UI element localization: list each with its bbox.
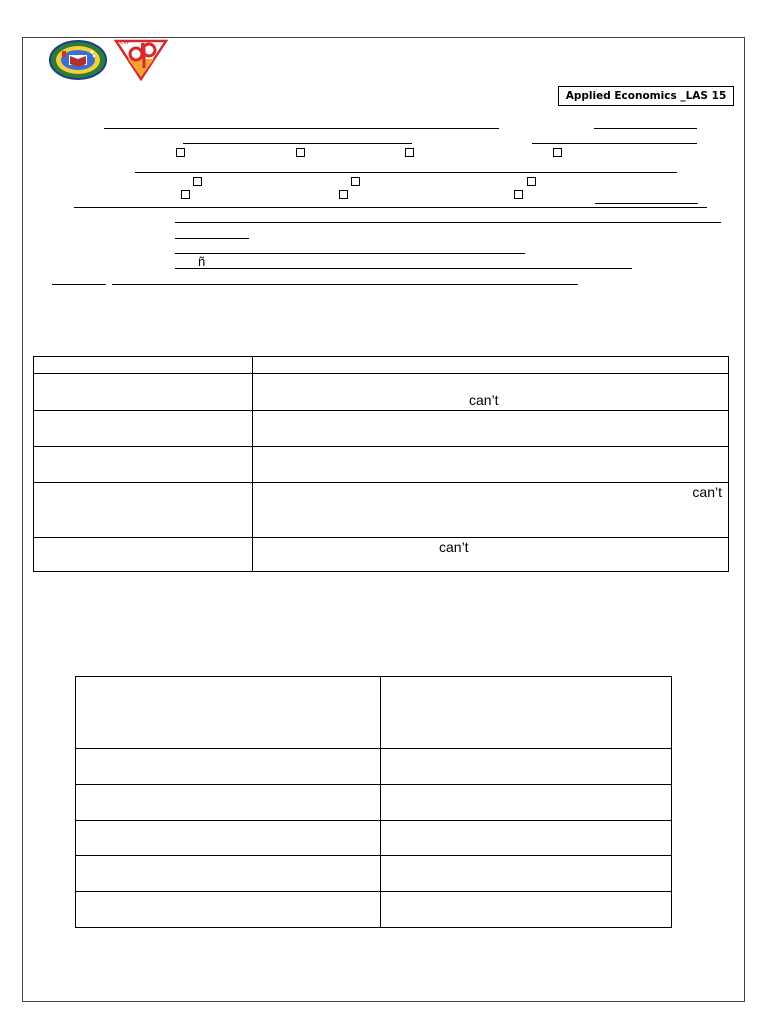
table-cell [34,357,253,374]
form-line[interactable] [74,207,707,208]
form-line[interactable] [135,172,677,173]
table-row [76,749,672,785]
table-cell [34,411,253,447]
checkbox[interactable] [553,148,562,157]
table-row [76,856,672,892]
table-row [76,821,672,856]
table-cell [76,785,381,821]
table-row [76,892,672,928]
table-cell [34,483,253,538]
form-line[interactable] [104,128,499,129]
form-line[interactable] [175,253,525,254]
table-row [34,483,729,538]
checkbox[interactable] [527,177,536,186]
table-cell [253,411,729,447]
checkbox[interactable] [351,177,360,186]
table-cell [253,357,729,374]
form-line[interactable] [183,143,412,144]
form-line[interactable] [52,284,106,285]
table-cell [34,447,253,483]
table-cell [76,856,381,892]
table-cell [76,749,381,785]
document-title: Applied Economics _LAS 15 [558,86,734,106]
table-row [34,411,729,447]
table-cell [34,374,253,411]
form-line[interactable] [532,143,697,144]
table-cell [253,447,729,483]
school-seal-logo [48,40,108,80]
table-cell [34,538,253,572]
form-line[interactable] [175,268,632,269]
table-row [34,538,729,572]
table-2 [75,676,672,928]
table-cell [381,892,672,928]
cell-text: can’t [469,392,499,408]
table-cell [76,677,381,749]
table-row [76,677,672,749]
checkbox[interactable] [176,148,185,157]
table-cell [253,483,729,538]
table-cell [253,538,729,572]
table-cell [76,892,381,928]
table-row [76,785,672,821]
cvp-logo-text: CVP [120,40,130,46]
table-cell [381,785,672,821]
table-1 [33,356,729,572]
cell-text: can’t [439,539,469,555]
table-row [34,374,729,411]
checkbox[interactable] [514,190,523,199]
form-line[interactable] [175,238,249,239]
table-cell [381,821,672,856]
table-row [34,357,729,374]
checkbox[interactable] [296,148,305,157]
form-line[interactable] [594,128,697,129]
cvp-logo [114,39,168,81]
cell-text: can’t [692,484,722,500]
checkbox[interactable] [405,148,414,157]
special-character: ñ [198,254,206,269]
table-cell [76,821,381,856]
table-cell [381,856,672,892]
checkbox[interactable] [193,177,202,186]
table-cell [381,749,672,785]
checkbox[interactable] [181,190,190,199]
table-cell [381,677,672,749]
form-line[interactable] [595,203,698,204]
form-line[interactable] [112,284,578,285]
form-line[interactable] [175,222,721,223]
checkbox[interactable] [339,190,348,199]
table-cell [253,374,729,411]
table-row [34,447,729,483]
